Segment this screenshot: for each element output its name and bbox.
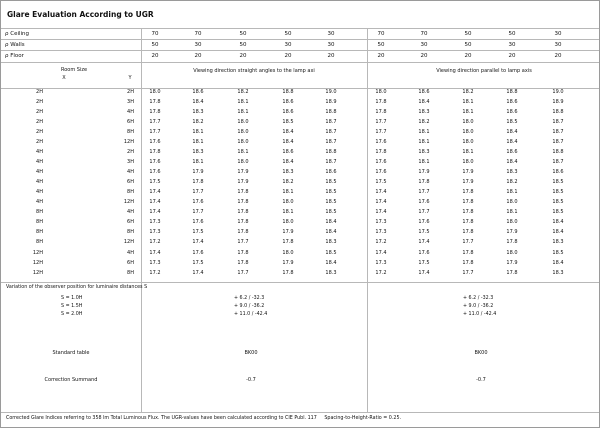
room-size-y: 8H bbox=[127, 270, 134, 276]
ugr-value: 18.0 bbox=[375, 89, 387, 95]
room-size-x: 4H bbox=[36, 179, 43, 185]
ugr-value: 17.4 bbox=[149, 209, 161, 215]
standard-table-lengthwise: BK00 bbox=[474, 350, 488, 356]
ugr-value: 17.4 bbox=[375, 209, 387, 215]
ceiling-label: ρ Ceiling bbox=[5, 31, 30, 37]
ugr-value: 17.4 bbox=[149, 199, 161, 205]
room-size-y: 6H bbox=[127, 219, 134, 225]
room-size-y: 2H bbox=[127, 149, 134, 155]
room-size-x: 12H bbox=[32, 250, 43, 256]
ugr-value: 17.8 bbox=[282, 239, 294, 245]
ugr-value: 17.7 bbox=[237, 270, 249, 276]
ugr-value: 17.7 bbox=[418, 189, 430, 195]
ugr-value: 17.8 bbox=[462, 260, 474, 266]
ugr-value: 18.5 bbox=[325, 199, 337, 205]
ugr-value: 18.0 bbox=[237, 139, 249, 145]
ugr-value: 17.8 bbox=[237, 199, 249, 205]
ugr-value: 17.8 bbox=[192, 179, 204, 185]
correction-crosswise: -0.7 bbox=[246, 377, 256, 383]
room-size-y: 12H bbox=[123, 239, 134, 245]
ugr-value: 17.5 bbox=[149, 179, 161, 185]
room-size-x: 8H bbox=[36, 219, 43, 225]
ugr-value: 17.8 bbox=[375, 149, 387, 155]
ugr-value: 17.4 bbox=[418, 270, 430, 276]
room-size-header: Room Size bbox=[60, 67, 88, 73]
ugr-value: 17.6 bbox=[375, 159, 387, 165]
reflectance-value: 30 bbox=[194, 42, 202, 48]
reflectance-value: 20 bbox=[194, 53, 202, 59]
y-header: Y bbox=[128, 75, 132, 81]
ugr-value: 18.1 bbox=[282, 209, 294, 215]
ugr-value: 18.0 bbox=[462, 159, 474, 165]
divider bbox=[1, 62, 599, 63]
ugr-value: 17.9 bbox=[418, 169, 430, 175]
x-header: X bbox=[62, 75, 66, 81]
ugr-value: 17.9 bbox=[282, 260, 294, 266]
ugr-value: 18.4 bbox=[506, 129, 518, 135]
divider bbox=[1, 50, 599, 51]
ugr-value: 18.4 bbox=[506, 139, 518, 145]
ugr-value: 17.6 bbox=[149, 139, 161, 145]
variation-lengthwise: + 9.0 / -36.2 bbox=[463, 304, 494, 309]
reflectance-value: 20 bbox=[377, 53, 385, 59]
ugr-value: 17.7 bbox=[375, 119, 387, 125]
ugr-value: 18.1 bbox=[506, 189, 518, 195]
ugr-value: 18.3 bbox=[418, 149, 430, 155]
reflectance-value: 20 bbox=[508, 53, 516, 59]
ugr-value: 18.1 bbox=[462, 99, 474, 105]
reflectance-value: 20 bbox=[554, 53, 562, 59]
ugr-value: 18.2 bbox=[282, 179, 294, 185]
ugr-value: 17.2 bbox=[375, 270, 387, 276]
ugr-value: 18.0 bbox=[237, 159, 249, 165]
ugr-value: 18.6 bbox=[282, 109, 294, 115]
room-size-y: 8H bbox=[127, 129, 134, 135]
reflectance-value: 30 bbox=[420, 42, 428, 48]
ugr-value: 18.4 bbox=[552, 260, 564, 266]
ugr-value: 17.4 bbox=[418, 239, 430, 245]
ugr-value: 17.9 bbox=[506, 229, 518, 235]
walls-label: ρ Walls bbox=[5, 42, 25, 48]
ugr-value: 17.6 bbox=[192, 250, 204, 256]
reflectance-value: 50 bbox=[151, 42, 159, 48]
ugr-value: 17.8 bbox=[149, 109, 161, 115]
ugr-value: 17.7 bbox=[237, 239, 249, 245]
ugr-value: 18.2 bbox=[506, 179, 518, 185]
ugr-value: 17.8 bbox=[462, 189, 474, 195]
ugr-value: 17.3 bbox=[375, 229, 387, 235]
ugr-value: 17.8 bbox=[237, 189, 249, 195]
ugr-value: 17.5 bbox=[418, 229, 430, 235]
ugr-value: 18.5 bbox=[552, 199, 564, 205]
room-size-x: 4H bbox=[36, 149, 43, 155]
ugr-value: 18.4 bbox=[192, 99, 204, 105]
ugr-value: 18.6 bbox=[506, 109, 518, 115]
ugr-value: 18.5 bbox=[552, 250, 564, 256]
ugr-value: 18.0 bbox=[506, 219, 518, 225]
ugr-value: 18.7 bbox=[325, 129, 337, 135]
ugr-value: 17.6 bbox=[375, 169, 387, 175]
ugr-value: 18.2 bbox=[192, 119, 204, 125]
ugr-value: 17.3 bbox=[149, 229, 161, 235]
room-size-y: 4H bbox=[127, 209, 134, 215]
ugr-value: 17.8 bbox=[462, 209, 474, 215]
variation-lengthwise: + 11.0 / -42.4 bbox=[463, 312, 497, 317]
ugr-value: 18.3 bbox=[325, 239, 337, 245]
ugr-value: 18.2 bbox=[462, 89, 474, 95]
ugr-value: 17.9 bbox=[237, 169, 249, 175]
ugr-value: 17.6 bbox=[149, 159, 161, 165]
ugr-value: 17.8 bbox=[462, 219, 474, 225]
ugr-value: 18.5 bbox=[325, 189, 337, 195]
room-size-y: 6H bbox=[127, 119, 134, 125]
ugr-value: 18.1 bbox=[237, 109, 249, 115]
ugr-value: 18.1 bbox=[462, 149, 474, 155]
divider bbox=[1, 282, 599, 283]
ugr-value: 17.5 bbox=[375, 179, 387, 185]
spacing-label: S = 1.5H bbox=[61, 304, 83, 309]
reflectance-value: 50 bbox=[377, 42, 385, 48]
ugr-value: 17.6 bbox=[375, 139, 387, 145]
ugr-value: 18.8 bbox=[552, 149, 564, 155]
ugr-value: 17.9 bbox=[462, 179, 474, 185]
crosswise-header: Viewing direction straight angles to the lamp axi bbox=[193, 68, 315, 74]
room-size-y: 4H bbox=[127, 250, 134, 256]
room-size-x: 2H bbox=[36, 129, 43, 135]
ugr-value: 17.6 bbox=[418, 199, 430, 205]
ugr-value: 18.6 bbox=[282, 99, 294, 105]
ugr-value: 17.8 bbox=[462, 199, 474, 205]
ugr-value: 18.1 bbox=[237, 99, 249, 105]
ugr-value: 18.6 bbox=[506, 99, 518, 105]
reflectance-value: 20 bbox=[420, 53, 428, 59]
room-size-x: 8H bbox=[36, 239, 43, 245]
ugr-value: 18.7 bbox=[552, 129, 564, 135]
ugr-value: 17.8 bbox=[462, 229, 474, 235]
ugr-value: 18.0 bbox=[462, 139, 474, 145]
room-size-x: 2H bbox=[36, 109, 43, 115]
ugr-value: 18.6 bbox=[506, 149, 518, 155]
ugr-value: 19.0 bbox=[325, 89, 337, 95]
variation-crosswise: + 11.0 / -42.4 bbox=[234, 312, 268, 317]
ugr-value: 19.0 bbox=[552, 89, 564, 95]
ugr-value: 17.8 bbox=[462, 250, 474, 256]
ugr-value: 18.0 bbox=[149, 89, 161, 95]
room-size-x: 8H bbox=[36, 209, 43, 215]
reflectance-value: 20 bbox=[239, 53, 247, 59]
room-size-y: 4H bbox=[127, 169, 134, 175]
ugr-value: 18.1 bbox=[418, 139, 430, 145]
ugr-value: 18.9 bbox=[552, 99, 564, 105]
ugr-value: 17.3 bbox=[149, 260, 161, 266]
ugr-value: 18.3 bbox=[192, 109, 204, 115]
ugr-value: 18.5 bbox=[282, 119, 294, 125]
ugr-value: 17.5 bbox=[418, 260, 430, 266]
variation-crosswise: + 9.0 / -36.2 bbox=[234, 304, 265, 309]
lengthwise-header: Viewing direction parallel to lamp axis bbox=[436, 68, 532, 74]
ugr-value: 18.7 bbox=[325, 159, 337, 165]
reflectance-value: 50 bbox=[464, 31, 472, 37]
ugr-value: 17.4 bbox=[192, 270, 204, 276]
ugr-value: 17.8 bbox=[375, 109, 387, 115]
reflectance-value: 20 bbox=[327, 53, 335, 59]
ugr-value: 17.8 bbox=[237, 219, 249, 225]
divider bbox=[1, 412, 599, 413]
ugr-value: 18.5 bbox=[552, 189, 564, 195]
standard-table-label: Standard table bbox=[52, 350, 90, 356]
ugr-value: 18.3 bbox=[506, 169, 518, 175]
ugr-value: 17.3 bbox=[375, 260, 387, 266]
ugr-value: 17.7 bbox=[418, 209, 430, 215]
correction-summand-label: Correction Summand bbox=[44, 377, 98, 383]
ugr-value: 18.5 bbox=[552, 209, 564, 215]
ugr-value: 18.4 bbox=[325, 229, 337, 235]
ugr-value: 18.7 bbox=[552, 119, 564, 125]
reflectance-value: 30 bbox=[554, 42, 562, 48]
ugr-value: 17.4 bbox=[149, 189, 161, 195]
reflectance-value: 70 bbox=[194, 31, 202, 37]
ugr-value: 17.8 bbox=[237, 229, 249, 235]
reflectance-value: 50 bbox=[508, 31, 516, 37]
ugr-value: 18.3 bbox=[552, 239, 564, 245]
room-size-x: 2H bbox=[36, 89, 43, 95]
ugr-value: 18.7 bbox=[552, 139, 564, 145]
ugr-value: 18.4 bbox=[282, 139, 294, 145]
divider bbox=[1, 39, 599, 40]
ugr-value: 18.3 bbox=[325, 270, 337, 276]
ugr-value: 17.4 bbox=[375, 189, 387, 195]
room-size-y: 3H bbox=[127, 99, 134, 105]
ugr-value: 18.6 bbox=[325, 169, 337, 175]
ugr-value: 18.0 bbox=[282, 199, 294, 205]
ugr-value: 18.0 bbox=[282, 219, 294, 225]
room-size-x: 4H bbox=[36, 199, 43, 205]
room-size-y: 6H bbox=[127, 179, 134, 185]
ugr-value: 18.6 bbox=[552, 169, 564, 175]
room-size-x: 4H bbox=[36, 159, 43, 165]
ugr-value: 18.8 bbox=[552, 109, 564, 115]
ugr-value: 18.2 bbox=[237, 89, 249, 95]
room-size-y: 2H bbox=[127, 89, 134, 95]
ugr-value: 18.6 bbox=[418, 89, 430, 95]
ugr-value: 18.3 bbox=[192, 149, 204, 155]
ugr-value: 17.8 bbox=[506, 270, 518, 276]
ugr-value: 18.1 bbox=[192, 129, 204, 135]
room-size-x: 12H bbox=[32, 270, 43, 276]
ugr-value: 18.4 bbox=[282, 159, 294, 165]
variation-heading: Variation of the observer position for luminaire distances S bbox=[6, 285, 148, 290]
ugr-value: 17.8 bbox=[282, 270, 294, 276]
ugr-value: 18.0 bbox=[237, 119, 249, 125]
ugr-value: 17.6 bbox=[149, 169, 161, 175]
ugr-value: 18.0 bbox=[462, 129, 474, 135]
ugr-value: 17.8 bbox=[237, 260, 249, 266]
correction-lengthwise: -0.7 bbox=[476, 377, 486, 383]
reflectance-value: 30 bbox=[554, 31, 562, 37]
ugr-value: 18.8 bbox=[506, 89, 518, 95]
ugr-value: 18.6 bbox=[192, 89, 204, 95]
spacing-label: S = 1.0H bbox=[61, 296, 83, 301]
reflectance-value: 20 bbox=[464, 53, 472, 59]
ugr-value: 18.1 bbox=[237, 149, 249, 155]
footer-note: Corrected Glare Indices referring to 358 lm Total Luminous Flux. The UGR-values have been calculated according to CIE Publ. 117 Spacing-to-Height-Ratio = 0.25. bbox=[6, 416, 402, 421]
ugr-value: 18.0 bbox=[237, 129, 249, 135]
reflectance-value: 30 bbox=[284, 42, 292, 48]
ugr-value: 17.6 bbox=[192, 219, 204, 225]
reflectance-value: 30 bbox=[508, 42, 516, 48]
ugr-value: 17.9 bbox=[462, 169, 474, 175]
ugr-value: 17.7 bbox=[375, 129, 387, 135]
ugr-value: 17.7 bbox=[192, 189, 204, 195]
ugr-value: 18.4 bbox=[418, 99, 430, 105]
ugr-value: 17.9 bbox=[282, 229, 294, 235]
room-size-y: 8H bbox=[127, 189, 134, 195]
reflectance-value: 50 bbox=[464, 42, 472, 48]
ugr-value: 17.4 bbox=[375, 250, 387, 256]
ugr-value: 17.8 bbox=[506, 239, 518, 245]
reflectance-value: 30 bbox=[327, 31, 335, 37]
room-size-x: 2H bbox=[36, 139, 43, 145]
ugr-value: 17.8 bbox=[237, 250, 249, 256]
ugr-value: 18.1 bbox=[192, 159, 204, 165]
ugr-value: 17.3 bbox=[149, 219, 161, 225]
ugr-value: 17.4 bbox=[149, 250, 161, 256]
ugr-value: 18.3 bbox=[418, 109, 430, 115]
room-size-y: 3H bbox=[127, 159, 134, 165]
ugr-value: 18.5 bbox=[325, 179, 337, 185]
ugr-value: 17.7 bbox=[462, 239, 474, 245]
ugr-value: 17.8 bbox=[149, 99, 161, 105]
ugr-value: 18.7 bbox=[325, 139, 337, 145]
room-size-y: 12H bbox=[123, 199, 134, 205]
reflectance-value: 20 bbox=[151, 53, 159, 59]
ugr-value: 18.0 bbox=[506, 250, 518, 256]
ugr-value: 18.8 bbox=[325, 149, 337, 155]
ugr-value: 17.8 bbox=[237, 209, 249, 215]
room-size-y: 4H bbox=[127, 109, 134, 115]
reflectance-value: 50 bbox=[239, 31, 247, 37]
room-size-x: 8H bbox=[36, 229, 43, 235]
reflectance-value: 30 bbox=[327, 42, 335, 48]
reflectance-value: 50 bbox=[284, 31, 292, 37]
ugr-value: 18.1 bbox=[418, 129, 430, 135]
reflectance-value: 70 bbox=[420, 31, 428, 37]
ugr-value: 18.0 bbox=[506, 199, 518, 205]
ugr-value: 18.4 bbox=[506, 159, 518, 165]
ugr-value: 18.4 bbox=[552, 229, 564, 235]
ugr-value: 17.8 bbox=[149, 149, 161, 155]
room-size-x: 2H bbox=[36, 99, 43, 105]
reflectance-value: 70 bbox=[377, 31, 385, 37]
ugr-value: 17.5 bbox=[192, 260, 204, 266]
room-size-x: 4H bbox=[36, 189, 43, 195]
room-size-x: 2H bbox=[36, 119, 43, 125]
reflectance-value: 20 bbox=[284, 53, 292, 59]
room-size-y: 6H bbox=[127, 260, 134, 266]
ugr-value: 18.4 bbox=[325, 260, 337, 266]
ugr-value: 18.2 bbox=[418, 119, 430, 125]
ugr-value: 17.7 bbox=[462, 270, 474, 276]
ugr-value: 17.4 bbox=[375, 199, 387, 205]
ugr-value: 18.6 bbox=[282, 149, 294, 155]
ugr-value: 18.1 bbox=[192, 139, 204, 145]
ugr-value: 17.7 bbox=[192, 209, 204, 215]
ugr-value: 18.9 bbox=[325, 99, 337, 105]
ugr-value: 17.9 bbox=[506, 260, 518, 266]
ugr-value: 18.3 bbox=[282, 169, 294, 175]
page-title: Glare Evaluation According to UGR bbox=[7, 10, 154, 19]
room-size-y: 8H bbox=[127, 229, 134, 235]
ugr-value: 18.4 bbox=[325, 219, 337, 225]
ugr-value: 18.4 bbox=[282, 129, 294, 135]
ugr-value: 18.0 bbox=[462, 119, 474, 125]
ugr-value: 17.6 bbox=[418, 250, 430, 256]
variation-lengthwise: + 6.2 / -32.3 bbox=[463, 296, 494, 301]
room-size-x: 4H bbox=[36, 169, 43, 175]
ugr-value: 17.6 bbox=[192, 199, 204, 205]
ugr-value: 18.1 bbox=[282, 189, 294, 195]
ugr-value: 18.5 bbox=[506, 119, 518, 125]
ugr-value: 18.3 bbox=[552, 270, 564, 276]
ugr-value: 18.1 bbox=[506, 209, 518, 215]
room-size-x: 12H bbox=[32, 260, 43, 266]
divider bbox=[1, 28, 599, 29]
ugr-value: 17.9 bbox=[237, 179, 249, 185]
reflectance-value: 70 bbox=[151, 31, 159, 37]
standard-table-crosswise: BK00 bbox=[244, 350, 258, 356]
ugr-value: 17.9 bbox=[192, 169, 204, 175]
ugr-value: 17.8 bbox=[375, 99, 387, 105]
ugr-value: 18.5 bbox=[325, 250, 337, 256]
ugr-value: 17.6 bbox=[418, 219, 430, 225]
ugr-value: 17.2 bbox=[149, 239, 161, 245]
spacing-label: S = 2.0H bbox=[61, 312, 83, 317]
ugr-value: 18.5 bbox=[552, 179, 564, 185]
ugr-value: 18.4 bbox=[552, 219, 564, 225]
floor-label: ρ Floor bbox=[5, 53, 24, 59]
ugr-value: 17.8 bbox=[418, 179, 430, 185]
variation-crosswise: + 6.2 / -32.3 bbox=[234, 296, 265, 301]
ugr-value: 18.1 bbox=[418, 159, 430, 165]
ugr-value: 18.5 bbox=[325, 209, 337, 215]
reflectance-value: 50 bbox=[239, 42, 247, 48]
ugr-value: 17.2 bbox=[375, 239, 387, 245]
ugr-value: 18.8 bbox=[325, 109, 337, 115]
ugr-value: 18.1 bbox=[462, 109, 474, 115]
ugr-value: 18.7 bbox=[325, 119, 337, 125]
ugr-value: 17.7 bbox=[149, 129, 161, 135]
ugr-value: 18.0 bbox=[282, 250, 294, 256]
ugr-value: 17.5 bbox=[192, 229, 204, 235]
room-size-y: 12H bbox=[123, 139, 134, 145]
ugr-value: 17.4 bbox=[192, 239, 204, 245]
ugr-value: 17.2 bbox=[149, 270, 161, 276]
ugr-value: 17.3 bbox=[375, 219, 387, 225]
ugr-value: 18.7 bbox=[552, 159, 564, 165]
ugr-value: 18.8 bbox=[282, 89, 294, 95]
ugr-value: 17.7 bbox=[149, 119, 161, 125]
